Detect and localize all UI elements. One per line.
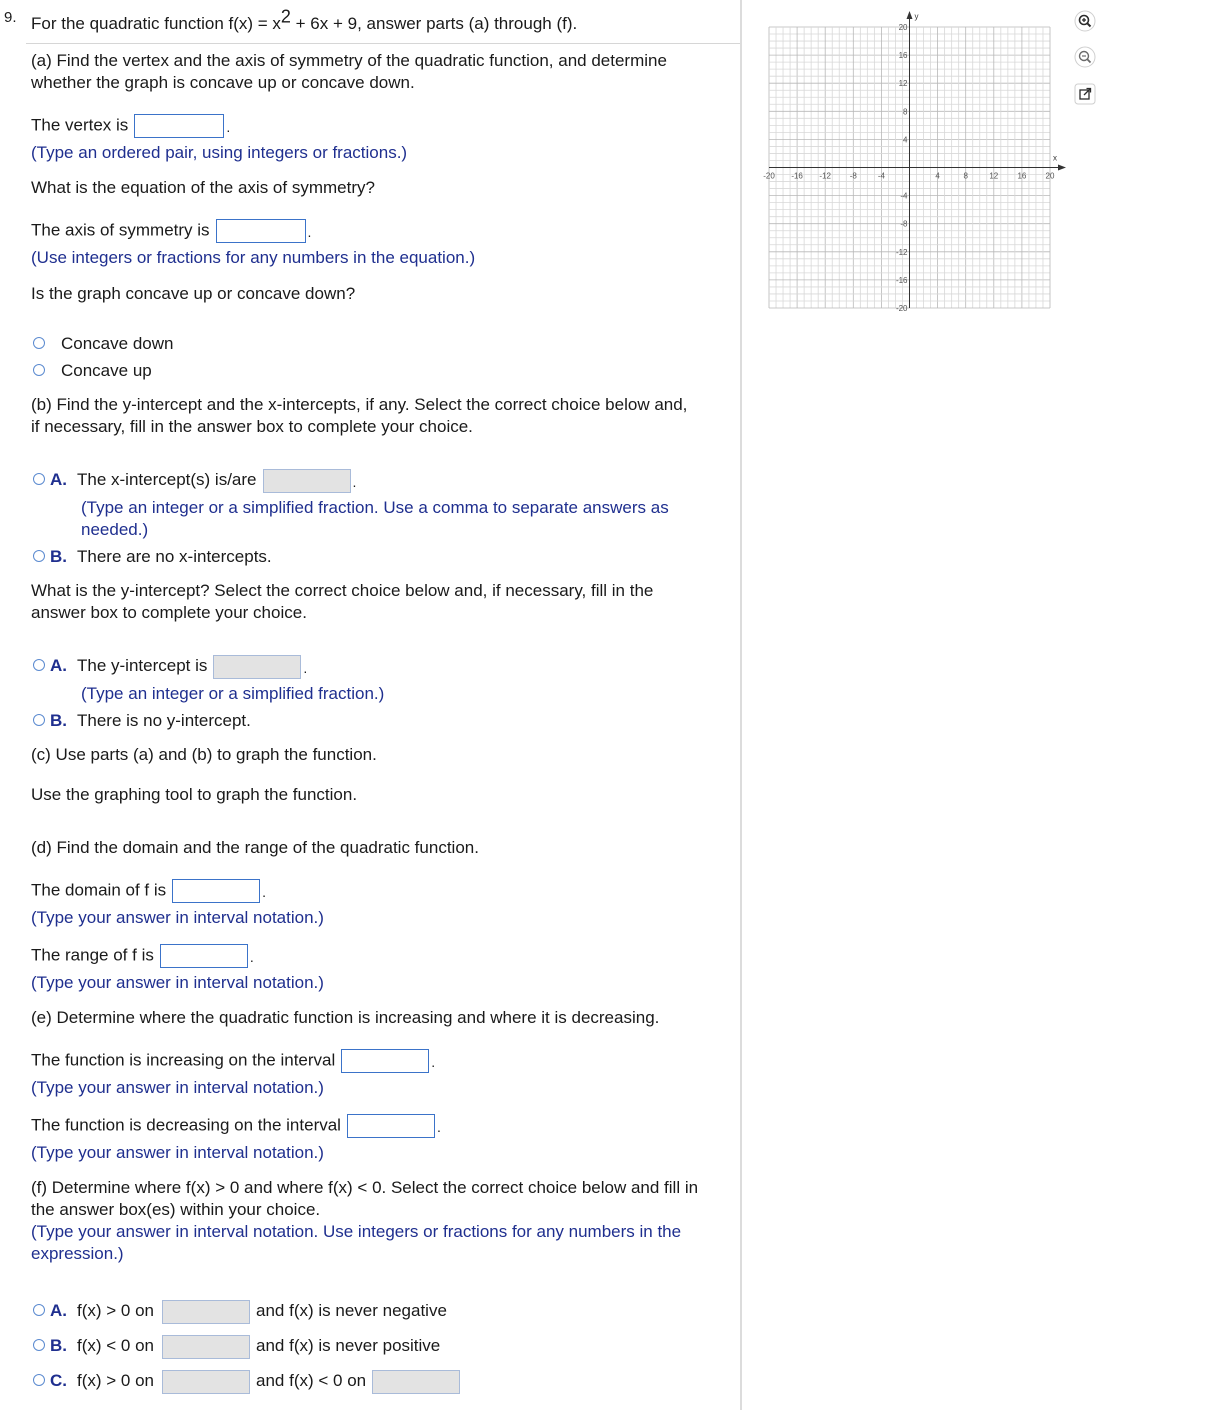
decreasing-hint: (Type your answer in interval notation.) xyxy=(31,1143,324,1162)
graphing-tool[interactable] xyxy=(760,8,1070,318)
x-tick-label: -4 xyxy=(877,171,885,181)
sign-c-radio[interactable] xyxy=(33,1374,45,1386)
x-tick-label: 16 xyxy=(1017,171,1027,181)
decreasing-input[interactable] xyxy=(347,1114,435,1138)
range-input[interactable] xyxy=(160,944,248,968)
question-number: 9. xyxy=(4,9,17,26)
y-intercept-input[interactable] xyxy=(213,655,301,679)
sign-c-negative-input[interactable] xyxy=(372,1370,460,1394)
sign-choice-b[interactable]: B. f(x) < 0 on and f(x) is never positive xyxy=(33,1335,440,1359)
part-c-heading: (c) Use parts (a) and (b) to graph the function. xyxy=(31,745,377,764)
sign-c-positive-input[interactable] xyxy=(162,1370,250,1394)
axis-input[interactable] xyxy=(216,219,306,243)
popout-icon[interactable] xyxy=(1074,83,1096,105)
graph-tick-labels xyxy=(763,12,1057,313)
concave-question: Is the graph concave up or concave down? xyxy=(31,284,356,303)
axis-hint: (Use integers or fractions for any numbers in the equation.) xyxy=(31,248,476,267)
sign-choice-a[interactable]: A. f(x) > 0 on and f(x) is never negative xyxy=(33,1300,447,1324)
x-intercept-b-radio[interactable] xyxy=(33,550,45,562)
x-intercept-hint-2: needed.) xyxy=(81,520,149,539)
concave-up-radio[interactable] xyxy=(33,364,45,376)
part-b-heading-2: if necessary, fill in the answer box to complete your choice. xyxy=(31,417,473,436)
part-f-heading-1: (f) Determine where f(x) > 0 and where f(x) < 0. Select the correct choice below and fill in xyxy=(31,1178,699,1197)
x-tick-label: 4 xyxy=(935,171,940,181)
y-tick-label: -4 xyxy=(900,191,908,201)
vertex-hint: (Type an ordered pair, using integers or fractions.) xyxy=(31,143,408,162)
zoom-in-icon[interactable] xyxy=(1074,10,1096,32)
x-intercept-choice-a[interactable]: A. The x-intercept(s) is/are . xyxy=(33,469,356,493)
concave-down-option[interactable]: Concave down xyxy=(33,333,173,355)
sign-b-radio[interactable] xyxy=(33,1339,45,1351)
part-f-heading-2: the answer box(es) within your choice. xyxy=(31,1200,321,1219)
y-tick-label: 8 xyxy=(903,107,908,117)
panel-divider-top xyxy=(740,0,742,340)
concave-up-option[interactable]: Concave up xyxy=(33,360,152,382)
x-tick-label: 20 xyxy=(1045,171,1055,181)
y-intercept-choice-b[interactable]: B. There is no y-intercept. xyxy=(33,710,251,732)
panel-divider xyxy=(740,340,742,1410)
y-intercept-choice-a[interactable]: A. The y-intercept is . xyxy=(33,655,307,679)
x-tick-label: -20 xyxy=(763,171,775,181)
sign-choice-c[interactable]: C. f(x) > 0 on and f(x) < 0 on xyxy=(33,1370,460,1394)
x-tick-label: -16 xyxy=(791,171,803,181)
part-f-hint-2: expression.) xyxy=(31,1244,124,1263)
domain-hint: (Type your answer in interval notation.) xyxy=(31,908,324,927)
zoom-out-icon[interactable] xyxy=(1074,46,1096,68)
increasing-hint: (Type your answer in interval notation.) xyxy=(31,1078,324,1097)
x-axis-label: x xyxy=(1053,153,1057,163)
axis-row: The axis of symmetry is . xyxy=(31,219,311,243)
axis-question: What is the equation of the axis of symmetry? xyxy=(31,178,375,197)
sign-a-input[interactable] xyxy=(162,1300,250,1324)
part-a-heading-2: whether the graph is concave up or concave down. xyxy=(31,73,415,92)
y-tick-label: -8 xyxy=(900,219,908,229)
part-d-heading: (d) Find the domain and the range of the quadratic function. xyxy=(31,838,479,857)
sign-b-input[interactable] xyxy=(162,1335,250,1359)
part-f-hint-1: (Type your answer in interval notation. Use integers or fractions for any numbers in the xyxy=(31,1222,682,1241)
increasing-row: The function is increasing on the interval . xyxy=(31,1049,435,1073)
y-tick-label: 16 xyxy=(898,51,908,61)
x-tick-label: 12 xyxy=(989,171,999,181)
y-tick-label: -20 xyxy=(895,304,908,313)
y-tick-label: 12 xyxy=(898,79,908,89)
y-axis-label: y xyxy=(914,12,919,21)
part-b-heading-1: (b) Find the y-intercept and the x-intercepts, if any. Select the correct choice below and, xyxy=(31,395,688,414)
y-tick-label: 20 xyxy=(898,23,908,32)
y-tick-label: -16 xyxy=(895,275,908,285)
y-intercept-hint: (Type an integer or a simplified fraction.) xyxy=(81,684,385,703)
x-intercept-choice-b[interactable]: B. There are no x-intercepts. xyxy=(33,546,272,568)
x-intercept-hint-1: (Type an integer or a simplified fraction. Use a comma to separate answers as xyxy=(81,498,669,517)
y-intercept-question-1: What is the y-intercept? Select the correct choice below and, if necessary, fill in the xyxy=(31,581,654,600)
y-tick-label: 4 xyxy=(903,135,908,145)
vertex-row: The vertex is . xyxy=(31,114,230,138)
x-intercept-a-radio[interactable] xyxy=(33,473,45,485)
part-c-instruction: Use the graphing tool to graph the function. xyxy=(31,785,358,804)
y-intercept-b-radio[interactable] xyxy=(33,714,45,726)
concave-down-radio[interactable] xyxy=(33,337,45,349)
part-a-heading-1: (a) Find the vertex and the axis of symmetry of the quadratic function, and determine xyxy=(31,51,667,70)
part-e-heading: (e) Determine where the quadratic function is increasing and where it is decreasing. xyxy=(31,1008,660,1027)
vertex-input[interactable] xyxy=(134,114,224,138)
x-tick-label: 8 xyxy=(963,171,968,181)
question-prompt: For the quadratic function $f(x) = x^2 + 6x + 9$, answer parts (a) through (f). xyxy=(31,6,578,33)
range-hint: (Type your answer in interval notation.) xyxy=(31,973,324,992)
y-tick-label: -12 xyxy=(895,247,908,257)
x-tick-label: -12 xyxy=(819,171,831,181)
header-divider xyxy=(26,43,740,44)
y-intercept-a-radio[interactable] xyxy=(33,659,45,671)
range-row: The range of f is . xyxy=(31,944,254,968)
increasing-input[interactable] xyxy=(341,1049,429,1073)
x-intercept-input[interactable] xyxy=(263,469,351,493)
y-intercept-question-2: answer box to complete your choice. xyxy=(31,603,307,622)
decreasing-row: The function is decreasing on the interval . xyxy=(31,1114,441,1138)
domain-input[interactable] xyxy=(172,879,260,903)
sign-a-radio[interactable] xyxy=(33,1304,45,1316)
x-tick-label: -8 xyxy=(849,171,857,181)
domain-row: The domain of f is . xyxy=(31,879,266,903)
graph-axes xyxy=(769,11,1066,308)
